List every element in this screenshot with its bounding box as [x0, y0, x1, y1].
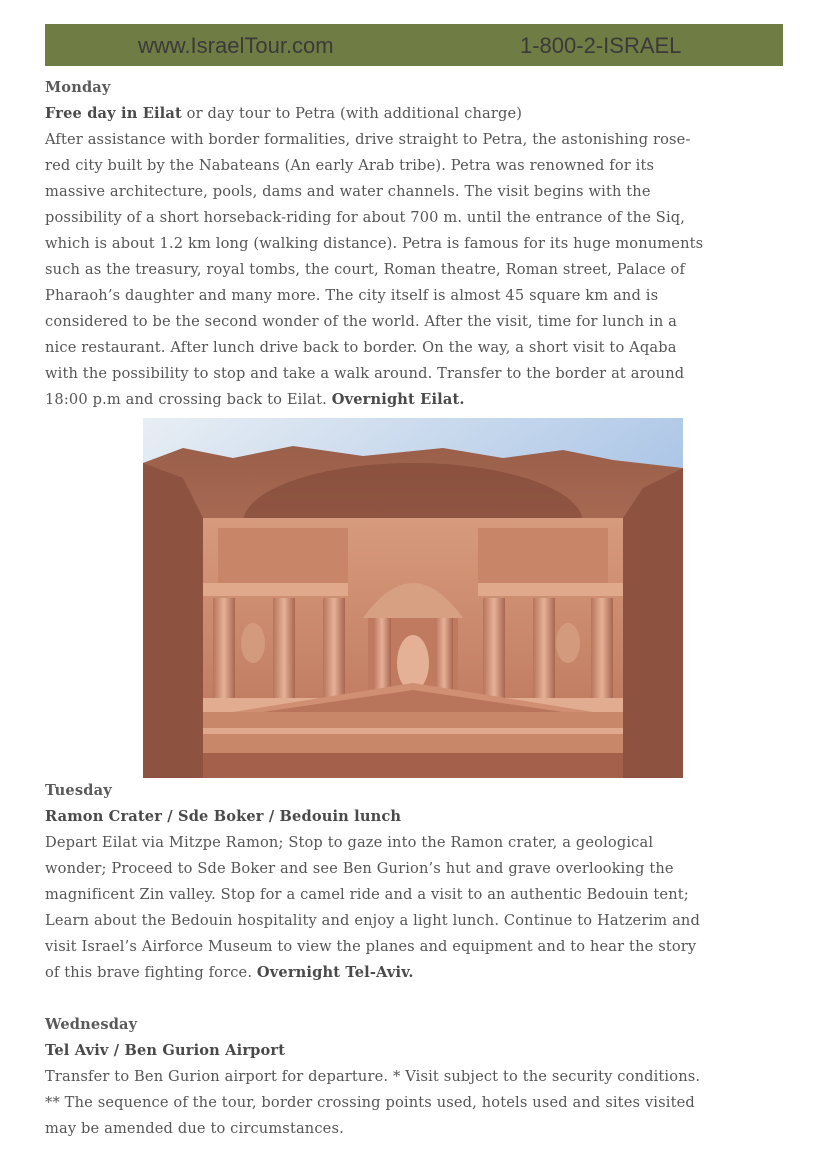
petra-treasury-photo [143, 418, 683, 778]
monday-title [45, 101, 705, 127]
phone-number: 1-800-2-ISRAEL [520, 33, 682, 58]
itinerary-content [45, 75, 705, 1142]
tuesday-body-text: Depart Eilat via Mitzpe Ramon; Stop to gaze into the Ramon crater, a geological wonder; Proceed to Sde Boker and see Ben Gurion’s hut and grave overlooking the magnificent Zin valley. Stop for a camel ride and a visit to an authentic Bedouin tent; Learn about the Bedouin hospitality and enjoy a light lunch. Continue to Hatzerim and visit Israel’s Airforce Museum to view the planes and equipment and to hear the story of this brave fighting force. [45, 834, 700, 981]
monday-overnight: Overnight Eilat. [331, 391, 465, 408]
wednesday-heading: Wednesday [45, 1016, 138, 1033]
monday-title-rest: or day tour to Petra (with additional charge) [181, 105, 523, 122]
wednesday-body: Transfer to Ben Gurion airport for departure. * Visit subject to the security conditions. ** The sequence of the tour, border crossing points used, hotels used and sites visited may be amended due to circumstances. [45, 1068, 701, 1137]
monday-heading: Monday [45, 79, 111, 96]
monday-title-bold: Free day in Eilat [45, 105, 182, 122]
tuesday-body [45, 830, 705, 986]
header-bar [45, 24, 783, 66]
tuesday-title: Ramon Crater / Sde Boker / Bedouin lunch [45, 808, 402, 825]
tuesday-overnight: Overnight Tel-Aviv. [256, 964, 414, 981]
monday-body [45, 127, 705, 413]
website-url[interactable]: www.IsraelTour.com [138, 33, 334, 58]
monday-body-text: After assistance with border formalities, drive straight to Petra, the astonishing rose-red city built by the Nabateans (An early Arab tribe). Petra was renowned for its massive architecture, pools, dams and water channels. The visit begins with the possibility of a short horseback-riding for about 700 m. until the entrance of the Siq, which is about 1.2 km long (walking distance). Petra is famous for its huge monuments such as the treasury, royal tombs, the court, Roman theatre, Roman street, Palace of Pharaoh’s daughter and many more. The city itself is almost 45 square km and is considered to be the second wonder of the world. After the visit, time for lunch in a nice restaurant. After lunch drive back to border. On the way, a short visit to Aqaba with the possibility to stop and take a walk around. Transfer to the border at around 18:00 p.m and crossing back to Eilat. [45, 131, 704, 408]
wednesday-title: Tel Aviv / Ben Gurion Airport [45, 1042, 286, 1059]
section-spacer [45, 986, 705, 1012]
tuesday-heading: Tuesday [45, 782, 112, 799]
